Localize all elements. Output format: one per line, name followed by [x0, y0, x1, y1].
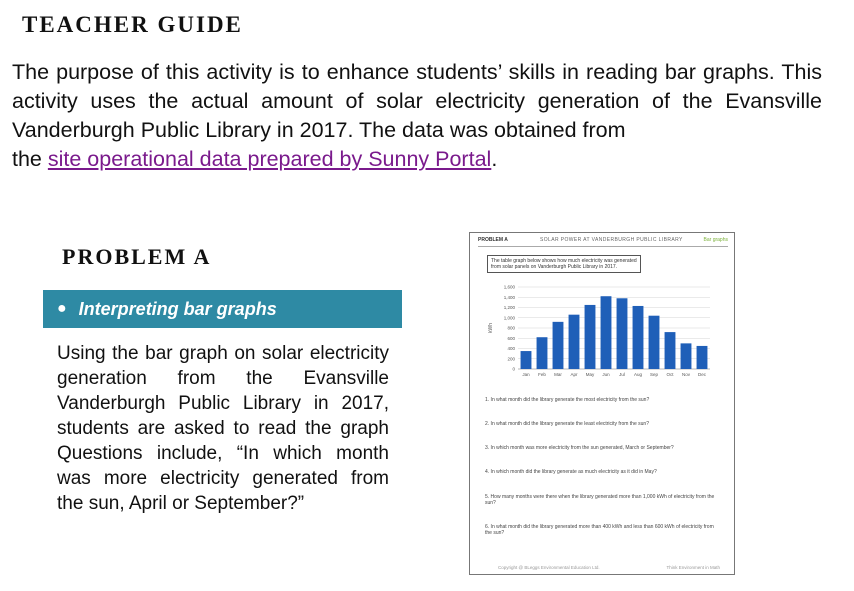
bar-sep	[649, 316, 660, 369]
worksheet-thumbnail	[469, 232, 735, 575]
intro-paragraph	[12, 58, 822, 174]
question-3: 3. In which month was more electricity from the sun generated, March or September?	[485, 445, 674, 451]
y-tick-label: 400	[507, 346, 515, 351]
bar-nov	[681, 343, 692, 369]
problem-description: Using the bar graph on solar electricity generation from the Evansville Vanderburgh Public Library in 2017, students are asked to read the graph Questions include, “In which month was more electricity generated from the sun, April or September?”	[57, 343, 389, 514]
x-tick-label: Feb	[538, 372, 546, 377]
worksheet-title: SOLAR POWER AT VANDERBURGH PUBLIC LIBRARY	[540, 237, 683, 243]
worksheet-problem-label: PROBLEM A	[478, 237, 508, 243]
guide-title: TEACHER GUIDE	[22, 12, 243, 37]
y-tick-label: 1,600	[503, 284, 515, 290]
bar-feb	[537, 337, 548, 369]
bar-mar	[553, 322, 564, 369]
bar-dec	[697, 346, 708, 369]
problem-title: PROBLEM A	[62, 244, 212, 269]
x-tick-label: Oct	[666, 372, 674, 377]
bullet-icon: ●	[57, 300, 67, 317]
x-tick-label: Jan	[522, 372, 530, 377]
question-4: 4. In which month did the library generate as much electricity as it did in May?	[485, 469, 657, 475]
sunny-portal-link[interactable]: site operational data prepared by Sunny Portal	[47, 147, 492, 171]
intro-suffix: .	[491, 147, 498, 171]
x-tick-label: Nov	[681, 372, 691, 377]
bar-jul	[617, 298, 628, 369]
bar-may	[585, 305, 596, 369]
y-axis-label: kWh	[488, 323, 494, 333]
y-tick-label: 1,400	[503, 294, 515, 300]
worksheet-topic: Bar graphs	[703, 237, 728, 243]
question-2: 2. In what month did the library generate the least electricity from the sun?	[485, 421, 649, 427]
x-tick-label: May	[585, 372, 595, 377]
banner-label: Interpreting bar graphs	[78, 298, 277, 319]
x-tick-label: Sep	[649, 372, 659, 377]
intro-text: The purpose of this activity is to enhance students’ skills in reading bar graphs. This activity uses the actual amount of solar electricity generation of the Evansville Vanderburgh Public Library in 2017. The data was obtained from	[12, 60, 822, 142]
intro-link-line	[12, 145, 822, 174]
footer-copyright: Copyright @ BLeggs Environmental Education Ltd.	[498, 565, 600, 570]
bar-apr	[569, 315, 580, 369]
bar-jun	[601, 296, 612, 369]
y-tick-label: 1,000	[503, 315, 515, 321]
x-tick-label: Aug	[633, 372, 643, 377]
x-tick-label: Jun	[602, 372, 610, 377]
footer-brand: Think Environment in Math	[666, 565, 720, 570]
x-tick-label: Apr	[570, 372, 578, 377]
y-tick-label: 1,200	[503, 305, 515, 310]
y-tick-label: 600	[507, 335, 515, 341]
worksheet-instructions: The table graph below shows how much electricity was generated from solar panels on Vanderburgh Public Library in 2017.	[487, 255, 641, 273]
bar-chart	[484, 281, 724, 381]
bar-oct	[665, 332, 676, 369]
y-tick-label: 0	[512, 366, 515, 372]
bar-jan	[521, 351, 532, 369]
question-1: 1. In what month did the library generate the most electricity from the sun?	[485, 397, 650, 403]
y-tick-label: 800	[507, 325, 515, 331]
worksheet-footer	[498, 565, 720, 570]
topic-banner	[43, 290, 402, 328]
x-tick-label: Dec	[697, 372, 707, 377]
x-tick-label: Mar	[554, 372, 562, 377]
question-5: 5. How many months were there when the library generated more than 1,000 kWh of electricity from the sun?	[485, 494, 715, 506]
y-tick-label: 200	[507, 356, 515, 362]
worksheet-divider	[478, 246, 728, 247]
intro-prefix: the	[12, 147, 42, 171]
question-6: 6. In what month did the library generated more than 400 kWh and less than 600 kWh of electricity from the sun?	[485, 524, 714, 536]
x-tick-label: Jul	[619, 372, 625, 377]
bar-aug	[633, 306, 644, 369]
